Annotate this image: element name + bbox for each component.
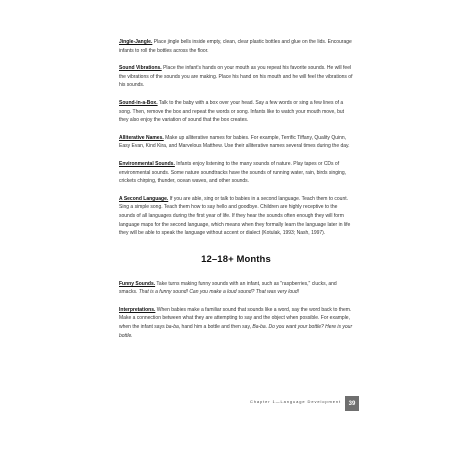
activity-example: Ba-ba. Do you want your bottle? Here is your bottle. xyxy=(119,324,353,339)
activity-example: ba-ba, xyxy=(165,324,181,331)
activity-text: Infants enjoy listening to the many sounds of nature. Play tapes or CDs of environmental sounds. Some nature soundtracks have the sounds of running water, rain, birds singing, crickets chirping, thunder, ocean waves, and other sounds. xyxy=(119,160,347,185)
activity-environmental-sounds xyxy=(119,160,353,186)
activity-title: Sound Vibrations. xyxy=(119,65,162,72)
activity-title: Sound-in-a-Box. xyxy=(119,99,158,106)
activity-second-language xyxy=(119,195,353,238)
activity-interpretations xyxy=(119,306,353,340)
activity-title: Environmental Sounds. xyxy=(119,160,175,167)
activity-example: That is a funny sound! Can you make a loud sound? That was very loud! xyxy=(138,289,300,296)
activity-text: Talk to the baby with a box over your head. Say a few words or sing a few lines of a song. Then, remove the box and repeat the words or song. Infants like to watch your mouth move, but they also enjoy the variation of sound that the box creates. xyxy=(119,99,345,124)
activity-text: Make up alliterative names for babies. For example, Terrific Tiffany, Quality Quinn, Easy Evan, Kind Kira, and Marvelous Matthew. Use their alliterative names several times during the day. xyxy=(119,134,350,150)
activity-title: Funny Sounds. xyxy=(119,280,156,287)
activity-jingle-jangle xyxy=(119,38,353,55)
page-number-badge: 39 xyxy=(345,396,359,411)
activity-title: Jingle-Jangle. xyxy=(119,39,153,45)
activity-title: Interpretations. xyxy=(119,306,156,313)
activity-text: Place the infant's hands on your mouth as you repeat his favorite sounds. He will feel the vibrations of the sounds you are making. Place his hand on his mouth and he will feel the vibrations of his sounds. xyxy=(119,65,353,89)
activity-funny-sounds xyxy=(119,280,353,297)
activity-text: Place jingle bells inside empty, clean, clear plastic bottles and glue on the lids. Encourage infants to roll the bottles across the floor. xyxy=(119,39,352,54)
activity-text: hand him a bottle and then say, xyxy=(180,324,253,331)
activity-text: When babies make a familiar sound that sounds like a word, say the word back to them. Make a connection between what they are attempting to say and the object when possible. For example, when the infant says xyxy=(119,306,352,331)
page-content xyxy=(119,38,353,349)
activity-alliterative-names xyxy=(119,134,353,151)
chapter-label: Chapter 1—Language Development xyxy=(249,399,341,404)
section-heading: 12–18+ Months xyxy=(201,253,271,265)
activity-text: If you are able, sing or talk to babies in a second language. Teach them to count. Sing a simple song. Teach them how to say hello and goodbye. Children are highly receptive to the sounds of all languages during the first year of life. If they hear the sounds often enough they will form language maps for the second language, which means when they formally learn the language later in life they will be able to speak the language without accent or dialect (Kotulak, 1993; Nash, 1997). xyxy=(119,195,351,237)
activity-text: Take turns making funny sounds with an infant, such as "raspberries," clucks, and smacks. xyxy=(119,280,337,296)
activity-sound-in-a-box xyxy=(119,99,353,125)
activity-sound-vibrations xyxy=(119,64,353,90)
activity-title: A Second Language. xyxy=(119,195,169,202)
activity-title: Alliterative Names. xyxy=(119,134,164,141)
